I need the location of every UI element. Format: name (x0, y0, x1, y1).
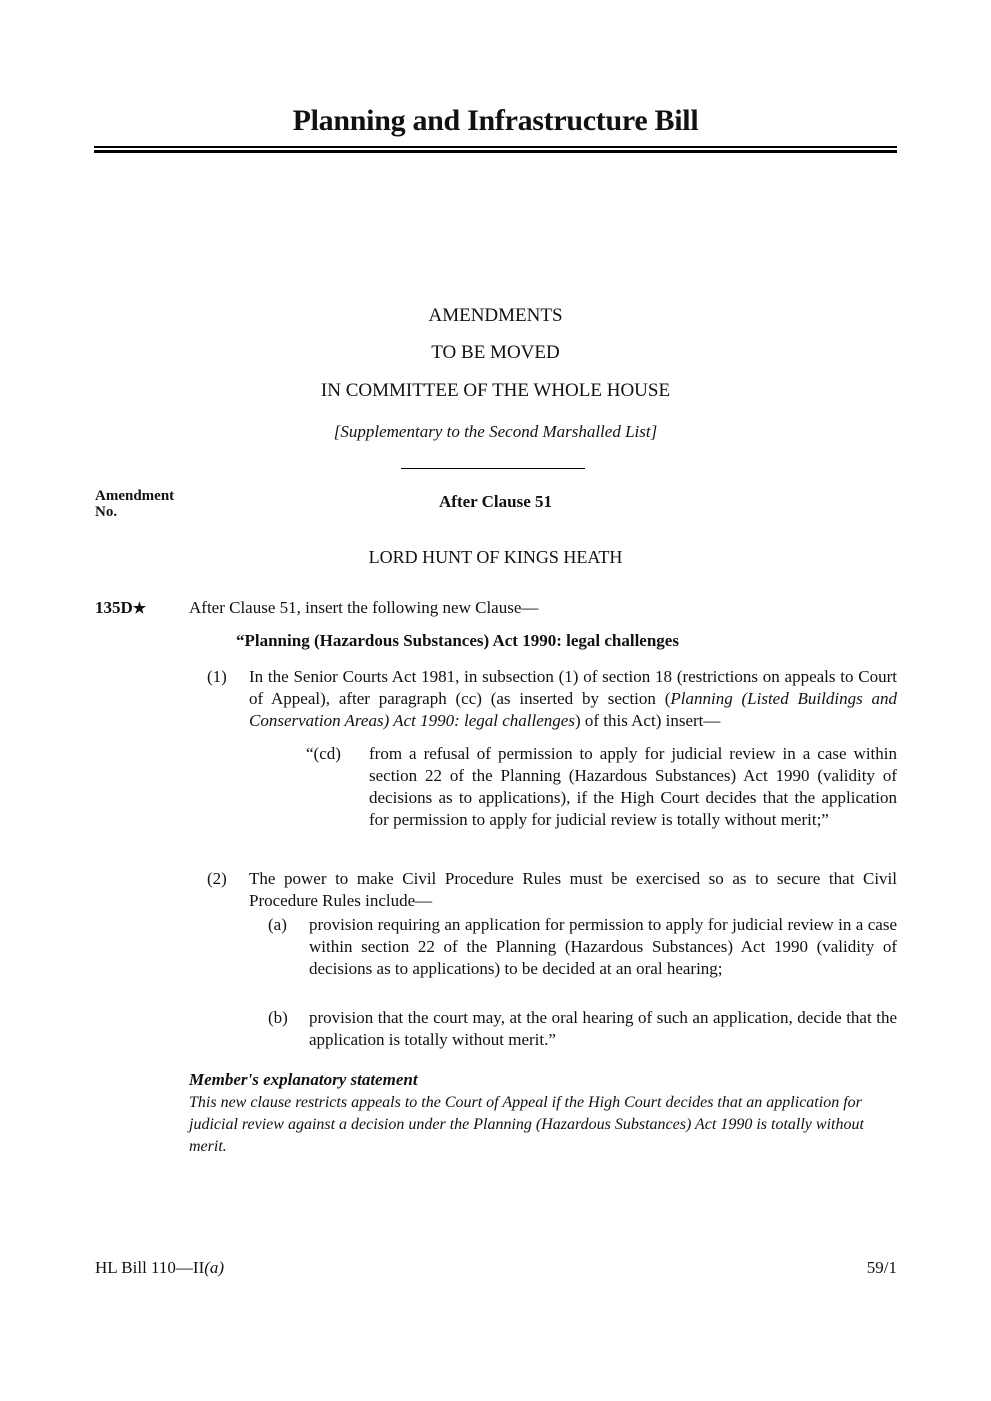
sponsor-name: LORD HUNT OF KINGS HEATH (368, 547, 623, 567)
title-rule-thin (94, 146, 897, 148)
bill-ref-italic: (a) (204, 1258, 225, 1277)
bill-ref-main: HL Bill 110—II (95, 1258, 205, 1277)
paragraph-a-text: provision requiring an application for permission to apply for judicial review in a case within section 22 of the Planning (Hazardous Substances) Act 1990 (validity of decisions as to applications) to be decided at an oral hearing; (309, 915, 897, 978)
amendment-number-text: 135D (95, 598, 133, 617)
subtitle: [Supplementary to the Second Marshalled List] (333, 422, 658, 441)
paragraph-cd-text: from a refusal of permission to apply for judicial review in a case within section 22 of the Planning (Hazardous Substances) Act 1990 (validity of decisions as to applications), if the High Court decides that the application for permission to apply for judicial review is totally without merit;” (369, 744, 897, 829)
amendment-label-line2: No. (95, 504, 118, 520)
subsection-1-text (249, 666, 897, 732)
footer-bill-reference (95, 1258, 224, 1278)
amendment-number (95, 598, 146, 618)
footer-page-reference: 59/1 (866, 1258, 897, 1277)
heading-amendments: AMENDMENTS (428, 305, 563, 326)
paragraph-b-number: (b) (268, 1008, 288, 1027)
star-icon: ★ (132, 601, 147, 617)
explanatory-statement-text: This new clause restricts appeals to the Court of Appeal if the High Court decides that an application for judicial review against a decision under the Planning (Hazardous Substances) Act 1990 is totally without merit. (189, 1094, 864, 1155)
subsection-1-text-italic: Planning (Listed Buildings and Conservation Areas) Act 1990: legal challenges (249, 689, 897, 730)
paragraph-cd-number: “(cd) (306, 744, 341, 763)
amendment-label-line1: Amendment (95, 488, 175, 504)
subsection-1-number: (1) (207, 667, 227, 686)
subsection-1-text-b: ) of this Act) insert— (574, 711, 721, 730)
clause-heading: After Clause 51 (439, 492, 552, 511)
subsection-2-number: (2) (207, 869, 227, 888)
new-clause-title: “Planning (Hazardous Substances) Act 1990: legal challenges (236, 631, 679, 650)
subsection-2-text: The power to make Civil Procedure Rules must be exercised so as to secure that Civil Procedure Rules include— (249, 869, 897, 910)
heading-committee: IN COMMITTEE OF THE WHOLE HOUSE (320, 380, 671, 401)
amendment-intro: After Clause 51, insert the following new Clause— (189, 598, 539, 617)
subsection-1-text-a: In the Senior Courts Act 1981, in subsection (1) of section 18 (restrictions on appeals to Court of Appeal), after paragraph (cc) (as inserted by section ( (249, 667, 897, 708)
section-divider (401, 468, 585, 469)
bill-title: Planning and Infrastructure Bill (292, 104, 699, 137)
explanatory-statement-heading: Member's explanatory statement (189, 1070, 418, 1089)
paragraph-a-number: (a) (268, 915, 287, 934)
title-rule-thick (94, 150, 897, 153)
heading-to-be-moved: TO BE MOVED (431, 342, 560, 363)
paragraph-b-text: provision that the court may, at the oral hearing of such an application, decide that the application is totally without merit.” (309, 1008, 897, 1049)
